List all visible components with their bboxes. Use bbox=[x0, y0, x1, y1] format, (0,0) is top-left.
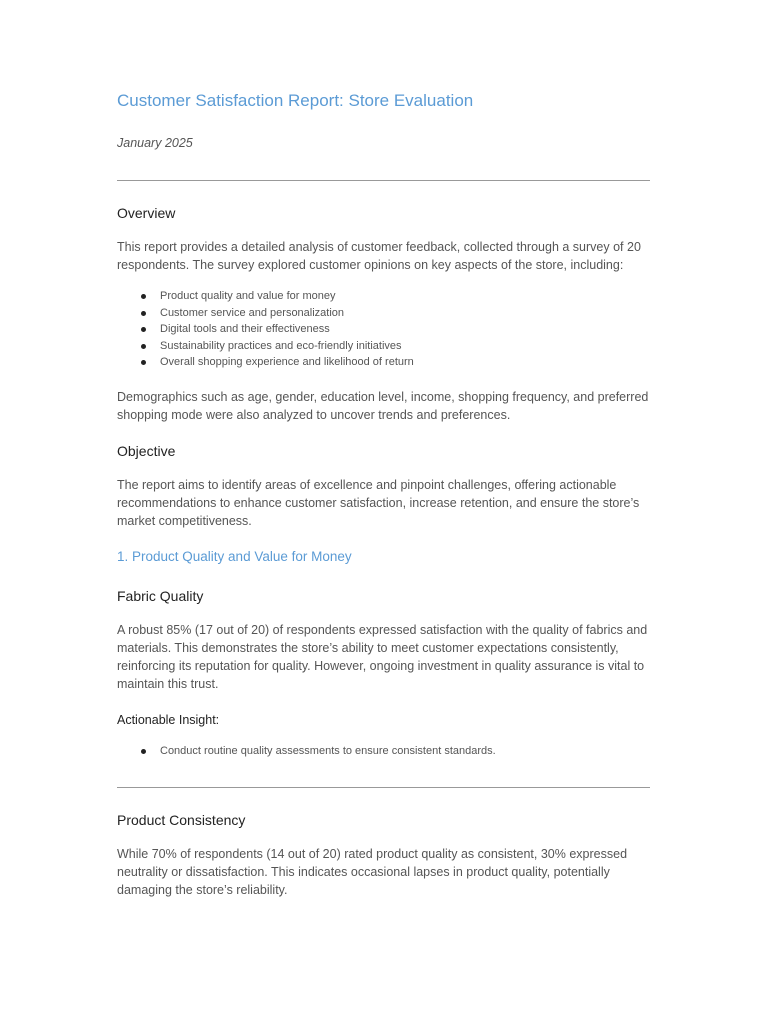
list-item: Sustainability practices and eco-friendly initiatives bbox=[160, 338, 650, 355]
product-consistency-paragraph: While 70% of respondents (14 out of 20) rated product quality as consistent, 30% expressed neutrality or dissatisfaction. This indicates occasional lapses in product quality, potentially damaging the store’s reliability. bbox=[117, 847, 628, 897]
objective-heading: Objective bbox=[117, 442, 176, 459]
overview-intro: This report provides a detailed analysis of customer feedback, collected through a survey of 20 respondents. The survey explored customer opinions on key aspects of the store, including: bbox=[117, 240, 641, 272]
insight-list bbox=[117, 743, 650, 760]
section-divider bbox=[117, 180, 650, 181]
fabric-quality-paragraph: A robust 85% (17 out of 20) of respondents expressed satisfaction with the quality of fabrics and materials. This demonstrates the store’s ability to meet customer expectations consistently, reinforcing its reputation for quality. However, ongoing investment in quality assurance is vital to maintain this trust. bbox=[117, 622, 648, 691]
overview-list bbox=[117, 288, 650, 371]
document-title: Customer Satisfaction Report: Store Evaluation bbox=[117, 91, 474, 110]
overview-heading: Overview bbox=[117, 205, 176, 221]
actionable-insight-heading: Actionable Insight: bbox=[117, 712, 220, 727]
section-1-heading: 1. Product Quality and Value for Money bbox=[117, 548, 352, 564]
document-content bbox=[117, 88, 650, 899]
list-item: Digital tools and their effectiveness bbox=[160, 321, 650, 338]
objective-paragraph: The report aims to identify areas of excellence and pinpoint challenges, offering actionable recommendations to enhance customer satisfaction, increase retention, and ensure the store’s market competitiveness. bbox=[117, 477, 640, 528]
list-item: Conduct routine quality assessments to ensure consistent standards. bbox=[160, 743, 650, 760]
section-divider bbox=[117, 787, 650, 788]
report-date: January 2025 bbox=[117, 136, 193, 150]
list-item: Customer service and personalization bbox=[160, 305, 650, 322]
product-consistency-heading: Product Consistency bbox=[117, 812, 246, 828]
demographics-paragraph: Demographics such as age, gender, education level, income, shopping frequency, and preferred shopping mode were also analyzed to uncover trends and preferences. bbox=[117, 389, 649, 422]
fabric-quality-heading: Fabric Quality bbox=[117, 587, 204, 604]
list-item: Product quality and value for money bbox=[160, 288, 650, 305]
list-item: Overall shopping experience and likelihood of return bbox=[160, 354, 650, 371]
